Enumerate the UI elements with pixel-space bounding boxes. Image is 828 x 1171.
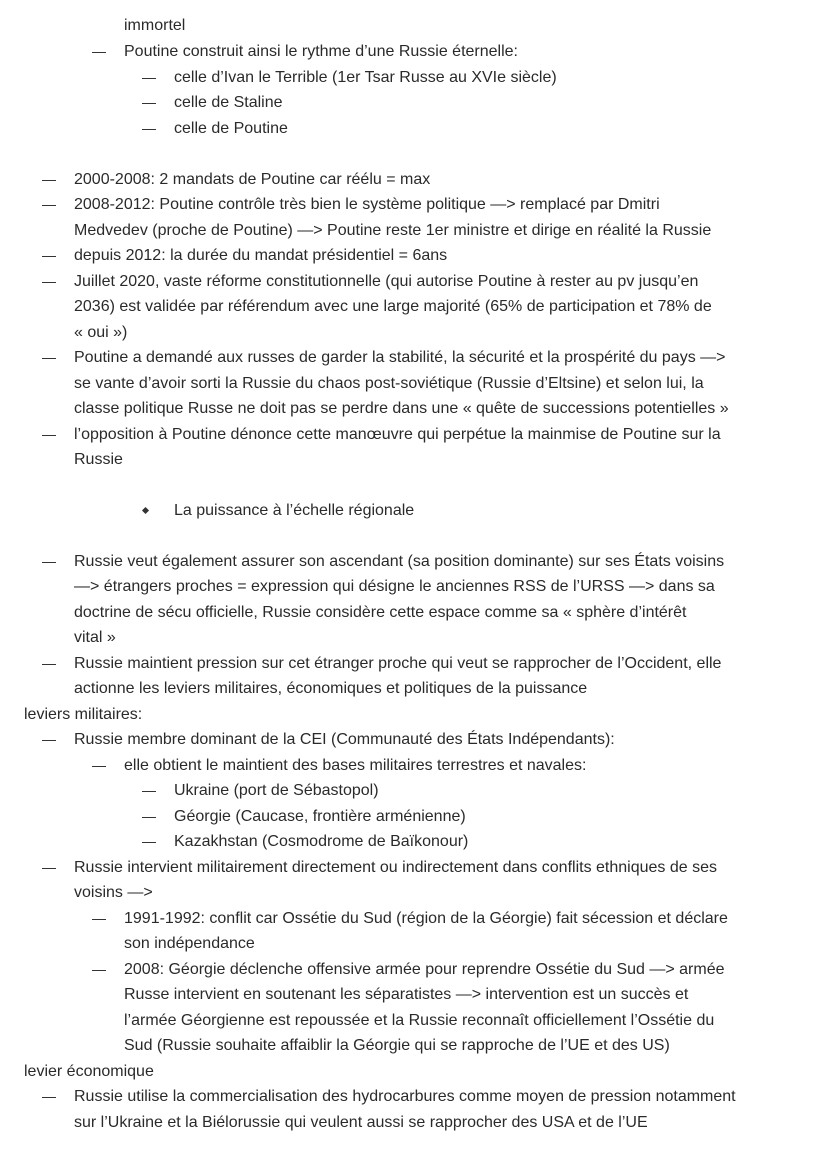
- dash-bullet: [142, 817, 156, 818]
- line-text: Russie veut également assurer son ascendant (sa position dominante) sur ses États voisins: [74, 553, 725, 570]
- line-text: Russie maintient pression sur cet étranger proche qui veut se rapprocher de l’Occident, elle: [74, 655, 722, 672]
- line-text: 2000-2008: 2 mandats de Poutine car réélu = max: [74, 171, 431, 188]
- dash-bullet: [142, 78, 156, 79]
- diamond-bullet-icon: [142, 507, 149, 514]
- line-text: levier économique: [24, 1063, 154, 1080]
- line-text: immortel: [124, 17, 186, 34]
- line-text: Juillet 2020, vaste réforme constitutionnelle (qui autorise Poutine à rester au pv jusqu’en: [74, 273, 699, 290]
- dash-bullet: [42, 282, 56, 283]
- line-text: elle obtient le maintient des bases militaires terrestres et navales:: [124, 757, 587, 774]
- line-text: vital »: [74, 629, 116, 646]
- line-text: doctrine de sécu officielle, Russie considère cette espace comme sa « sphère d’intérêt: [74, 604, 687, 621]
- line-text: sur l’Ukraine et la Biélorussie qui veulent aussi se rapprocher des USA et de l’UE: [74, 1114, 648, 1131]
- line-text: 2036) est validée par référendum avec une large majorité (65% de participation et 78% de: [74, 298, 712, 315]
- line-text: se vante d’avoir sorti la Russie du chaos post-soviétique (Russie d’Eltsine) et selon lui, la: [74, 375, 704, 392]
- line-text: Russie intervient militairement directement ou indirectement dans conflits ethniques de ses: [74, 859, 717, 876]
- dash-bullet: [92, 970, 106, 971]
- line-text: voisins —>: [74, 884, 153, 901]
- line-text: Russe intervient en soutenant les séparatistes —> intervention est un succès et: [124, 986, 689, 1003]
- dash-bullet: [142, 842, 156, 843]
- line-text: « oui »): [74, 324, 128, 341]
- line-text: l’armée Géorgienne est repoussée et la Russie reconnaît officiellement l’Ossétie du: [124, 1012, 715, 1029]
- line-text: Poutine a demandé aux russes de garder la stabilité, la sécurité et la prospérité du pays —>: [74, 349, 726, 366]
- dash-bullet: [42, 358, 56, 359]
- dash-bullet: [42, 868, 56, 869]
- line-text: Poutine construit ainsi le rythme d’une Russie éternelle:: [124, 43, 518, 60]
- dash-bullet: [42, 562, 56, 563]
- line-text: leviers militaires:: [24, 706, 143, 723]
- line-text: La puissance à l’échelle régionale: [174, 502, 415, 519]
- line-text: l’opposition à Poutine dénonce cette manœuvre qui perpétue la mainmise de Poutine sur la: [74, 426, 721, 443]
- dash-bullet: [92, 919, 106, 920]
- dash-bullet: [142, 103, 156, 104]
- line-text: Russie membre dominant de la CEI (Communauté des États Indépendants):: [74, 731, 615, 748]
- line-text: —> étrangers proches = expression qui désigne le anciennes RSS de l’URSS —> dans sa: [74, 578, 715, 595]
- dash-bullet: [142, 129, 156, 130]
- dash-bullet: [42, 740, 56, 741]
- dash-bullet: [42, 256, 56, 257]
- line-text: Sud (Russie souhaite affaiblir la Géorgie qui se rapproche de l’UE et des US): [124, 1037, 670, 1054]
- line-text: depuis 2012: la durée du mandat présidentiel = 6ans: [74, 247, 448, 264]
- line-text: celle de Staline: [174, 94, 283, 111]
- dash-bullet: [42, 180, 56, 181]
- line-text: classe politique Russe ne doit pas se perdre dans une « quête de successions potentielles »: [74, 400, 729, 417]
- dash-bullet: [92, 52, 106, 53]
- line-text: celle d’Ivan le Terrible (1er Tsar Russe au XVIe siècle): [174, 69, 557, 86]
- line-text: 2008: Géorgie déclenche offensive armée pour reprendre Ossétie du Sud —> armée: [124, 961, 725, 978]
- line-text: Russie utilise la commercialisation des hydrocarbures comme moyen de pression notamment: [74, 1088, 736, 1105]
- line-text: Ukraine (port de Sébastopol): [174, 782, 379, 799]
- dash-bullet: [42, 664, 56, 665]
- line-text: 1991-1992: conflit car Ossétie du Sud (région de la Géorgie) fait sécession et déclare: [124, 910, 728, 927]
- dash-bullet: [92, 766, 106, 767]
- dash-bullet: [42, 1097, 56, 1098]
- line-text: Kazakhstan (Cosmodrome de Baïkonour): [174, 833, 469, 850]
- line-text: Medvedev (proche de Poutine) —> Poutine reste 1er ministre et dirige en réalité la Russie: [74, 222, 712, 239]
- line-text: celle de Poutine: [174, 120, 288, 137]
- dash-bullet: [42, 435, 56, 436]
- line-text: Russie: [74, 451, 123, 468]
- line-text: 2008-2012: Poutine contrôle très bien le système politique —> remplacé par Dmitri: [74, 196, 660, 213]
- line-text: son indépendance: [124, 935, 255, 952]
- dash-bullet: [42, 205, 56, 206]
- dash-bullet: [142, 791, 156, 792]
- line-text: actionne les leviers militaires, économiques et politiques de la puissance: [74, 680, 588, 697]
- line-text: Géorgie (Caucase, frontière arménienne): [174, 808, 466, 825]
